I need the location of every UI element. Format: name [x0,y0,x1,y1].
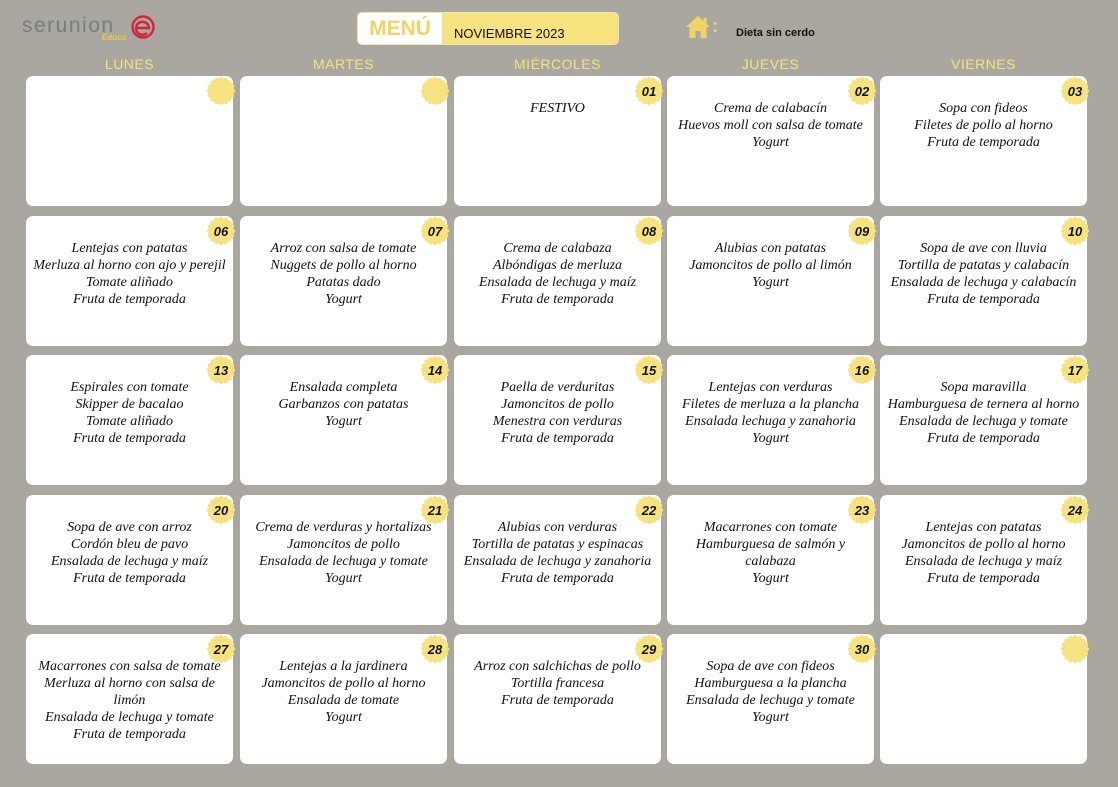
dish-item: Ensalada de lechuga y tomate [259,554,428,569]
logo-e-icon [130,14,156,40]
dish-item: Arroz con salsa de tomate [270,241,417,256]
day-number: 08 [641,223,657,239]
dish-item: Yogurt [325,571,362,586]
dish-item: Jamoncitos de pollo al horno [901,537,1066,552]
dish-list [26,658,233,743]
calendar-day-cell [26,634,233,764]
dish-item: Hamburguesa a la plancha [694,676,847,691]
day-number-badge [206,76,236,106]
dish-item: Sopa de ave con fideos [706,659,835,674]
dish-item: Fruta de temporada [927,571,1040,586]
day-number: 03 [1067,83,1083,99]
dish-item: Ensalada de tomate [287,693,400,708]
day-number: 14 [427,362,443,378]
dish-item: Fruta de temporada [73,571,186,586]
dish-item: Cordón bleu de pavo [70,537,189,552]
dish-item: Nuggets de pollo al horno [270,258,417,273]
dish-item: Filetes de pollo al horno [914,118,1053,133]
dish-item: Fruta de temporada [927,431,1040,446]
calendar-day-cell [240,634,447,764]
dish-item: Yogurt [752,275,789,290]
dish-list [667,379,874,447]
day-number: 30 [854,641,870,657]
day-number: 27 [213,641,229,657]
dish-item: Fruta de temporada [73,431,186,446]
dish-list [240,379,447,430]
diet-label: Dieta sin cerdo [736,27,815,39]
dish-list [26,519,233,587]
calendar-day-cell [26,495,233,625]
dish-list [240,658,447,726]
dish-item: Crema de verduras y hortalizas [255,520,432,535]
day-number: 13 [213,362,229,378]
dish-item: Jamoncitos de pollo [501,397,614,412]
dish-item: Fruta de temporada [501,571,614,586]
dish-item: Skipper de bacalao [75,397,184,412]
day-number-badge [420,76,450,106]
day-number: 01 [641,83,657,99]
day-number: 07 [427,223,443,239]
dish-list [240,519,447,587]
calendar-day-cell [880,355,1087,485]
dish-item: Yogurt [752,431,789,446]
calendar-day-cell [880,76,1087,206]
day-number: 09 [854,223,870,239]
dish-item: Tomate aliñado [86,414,173,429]
dish-item: Alubias con verduras [497,520,618,535]
colon-separator: : [712,16,719,37]
dish-item: Albóndigas de merluza [492,258,623,273]
day-number: 28 [427,641,443,657]
dish-item: Alubias con patatas [714,241,827,256]
dish-item: Yogurt [325,292,362,307]
dish-item: Tortilla de patatas y espinacas [471,537,644,552]
dish-list [667,240,874,291]
dish-item: Yogurt [752,135,789,150]
calendar-day-cell [240,216,447,346]
dish-item: Ensalada de lechuga y maíz [50,554,209,569]
dish-item: Yogurt [752,571,789,586]
dish-item: Ensalada de lechuga y tomate [899,414,1068,429]
dish-item: Ensalada completa [289,380,398,395]
dish-item: Fruta de temporada [501,292,614,307]
dish-item: Fruta de temporada [501,693,614,708]
calendar-day-cell [26,76,233,206]
calendar-day-cell [26,355,233,485]
day-number: 06 [213,223,229,239]
calendar-day-cell [26,216,233,346]
dish-item: Ensalada de lechuga y calabacín [890,275,1077,290]
logo-subtitle: Educa [102,33,127,42]
day-number: 17 [1067,362,1083,378]
calendar-day-cell [240,76,447,206]
dish-item: Merluza al horno con ajo y perejil [33,258,226,273]
dish-item: Sopa con fideos [939,101,1028,116]
calendar-day-cell [240,495,447,625]
dish-item: Paella de verduritas [500,380,615,395]
dish-list [454,379,661,447]
dish-item: Fruta de temporada [73,292,186,307]
weekday-header: VIERNES [951,56,1016,72]
day-number [1060,634,1090,664]
dish-item: Ensalada de lechuga y tomate [45,710,214,725]
calendar-day-cell [667,355,874,485]
day-number [206,76,236,106]
dish-item: Jamoncitos de pollo al limón [689,258,852,273]
dish-item: Menestra con verduras [492,414,623,429]
dish-item: Arroz con salchichas de pollo [474,659,641,674]
weekday-header: MARTES [312,56,375,72]
menu-month: NOVIEMBRE 2023 [442,13,618,44]
dish-item: Fruta de temporada [927,135,1040,150]
dish-item: Ensalada de lechuga y maíz [904,554,1063,569]
weekday-header: JUEVES [741,56,800,72]
day-number: 20 [213,502,229,518]
day-number: 10 [1067,223,1083,239]
dish-item: Lentejas con verduras [708,380,833,395]
dish-list [880,379,1087,447]
day-number: 24 [1067,502,1083,518]
dish-item: Yogurt [325,414,362,429]
dish-item: Jamoncitos de pollo al horno [261,676,426,691]
dish-item: Fruta de temporada [501,431,614,446]
calendar-day-cell [880,495,1087,625]
weekday-header: LUNES [104,56,155,72]
dish-item: Macarrones con salsa de tomate [38,659,221,674]
dish-item: Fruta de temporada [927,292,1040,307]
dish-list [454,658,661,709]
dish-list [26,379,233,447]
calendar-day-cell [454,216,661,346]
dish-item: Lentejas con patatas [71,241,188,256]
dish-item: Espirales con tomate [70,380,189,395]
calendar-day-cell [880,634,1087,764]
dish-item: Sopa de ave con lluvia [920,241,1047,256]
dish-item: Sopa maravilla [940,380,1027,395]
calendar-day-cell [454,355,661,485]
dish-item: Lentejas con patatas [925,520,1042,535]
calendar-day-cell [667,76,874,206]
dish-item: Tomate aliñado [86,275,173,290]
dish-item: Fruta de temporada [73,727,186,742]
home-icon [685,15,711,39]
day-number: 23 [854,502,870,518]
dish-item: Crema de calabaza [503,241,612,256]
menu-title-box [358,13,618,44]
dish-item: Sopa de ave con arroz [67,520,192,535]
dish-item: Jamoncitos de pollo [287,537,400,552]
dish-item: Garbanzos con patatas [278,397,409,412]
dish-list [454,100,661,117]
day-number: 02 [854,83,870,99]
dish-list [454,519,661,587]
calendar-day-cell [667,634,874,764]
calendar-day-cell [454,495,661,625]
dish-item: Filetes de merluza a la plancha [682,397,859,412]
dish-list [26,240,233,308]
calendar-day-cell [880,216,1087,346]
calendar-day-cell [667,495,874,625]
day-number-badge [1060,634,1090,664]
menu-label: MENÚ [358,13,442,44]
dish-list [880,100,1087,151]
calendar-day-cell [240,355,447,485]
dish-list [667,100,874,151]
day-number: 15 [641,362,657,378]
dish-item: Yogurt [325,710,362,725]
dish-item: FESTIVO [530,101,585,116]
dish-item: Merluza al horno con salsa de limón [44,676,215,708]
dish-list [667,519,874,587]
dish-list [454,240,661,308]
serunion-logo [22,12,162,48]
dish-item: Tortilla de patatas y calabacín [897,258,1070,273]
day-number: 21 [427,502,443,518]
weekday-header: MIÉRCOLES [514,56,601,72]
dish-item: Ensalada de lechuga y zanahoria [463,554,652,569]
dish-item: Patatas dado [306,275,381,290]
dish-list [667,658,874,726]
calendar-day-cell [667,216,874,346]
dish-item: Ensalada de lechuga y maíz [478,275,637,290]
dish-item: Ensalada lechuga y zanahoria [685,414,856,429]
calendar-day-cell [454,634,661,764]
dish-item: Tortilla francesa [510,676,605,691]
dish-item: Hamburguesa de salmón y calabaza [695,537,846,569]
dish-item: Hamburguesa de ternera al horno [887,397,1080,412]
day-number [420,76,450,106]
dish-list [240,240,447,308]
calendar-day-cell [454,76,661,206]
dish-item: Lentejas a la jardinera [279,659,408,674]
logo-text: serunion [22,14,115,37]
dish-list [880,240,1087,308]
dish-item: Crema de calabacín [713,101,827,116]
dish-item: Huevos moll con salsa de tomate [678,118,863,133]
day-number: 29 [641,641,657,657]
day-number: 16 [854,362,870,378]
day-number: 22 [641,502,657,518]
dish-item: Yogurt [752,710,789,725]
dish-item: Ensalada de lechuga y tomate [686,693,855,708]
dish-item: Macarrones con tomate [703,520,838,535]
dish-list [880,519,1087,587]
